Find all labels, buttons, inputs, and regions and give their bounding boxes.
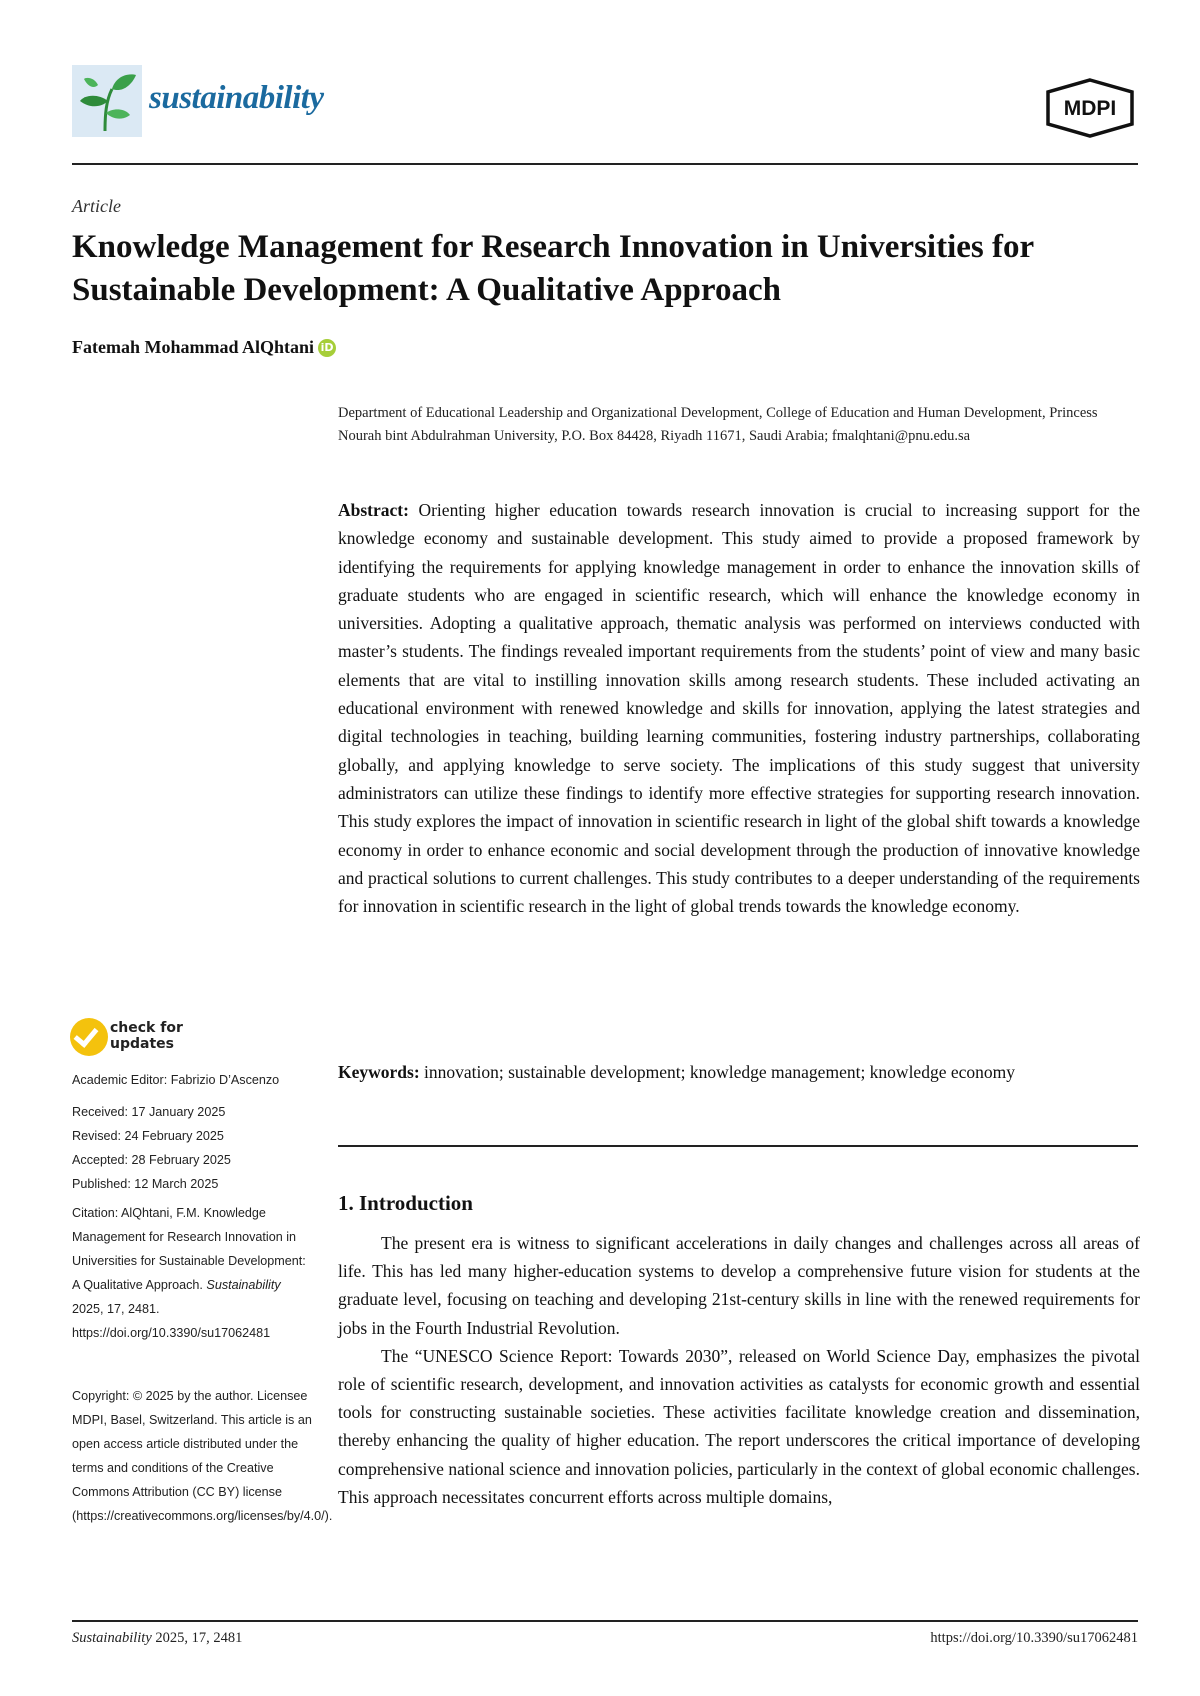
publication-dates xyxy=(72,1100,312,1196)
academic-editor: Academic Editor: Fabrizio D’Ascenzo xyxy=(72,1073,280,1087)
article-type: Article xyxy=(72,196,121,216)
citation: Citation: AlQhtani, F.M. Knowledge Management for Research Innovation in Universities for Sustainable Development: A Qualitative Approach. Sustainability 2025, 17, 2481. https://doi.org/10.3390/su17062481 xyxy=(72,1206,306,1340)
abstract-divider xyxy=(338,1145,1138,1147)
author-line xyxy=(72,337,336,358)
keywords xyxy=(338,1058,1140,1087)
footer-divider xyxy=(72,1620,1138,1622)
footer-volume: 2025, 17, 2481 xyxy=(155,1630,243,1646)
keywords-text: innovation; sustainable development; knowledge management; knowledge economy xyxy=(424,1062,1015,1082)
author-name: Fatemah Mohammad AlQhtani xyxy=(72,337,315,357)
mdpi-logo-icon xyxy=(1042,78,1138,138)
article-title: Knowledge Management for Research Innovation in Universities for Sustainable Development: A Qualitative Approach xyxy=(72,229,1034,308)
published-date: Published: 12 March 2025 xyxy=(72,1177,219,1191)
affiliation: Department of Educational Leadership and Organizational Development, College of Education and Human Development, Princess Nourah bint Abdulrahman University, P.O. Box 84428, Riyadh 11671, Saudi Arabia; fmalqhtani@pnu.edu.sa xyxy=(338,405,1098,444)
introduction-paragraph: The present era is witness to significant accelerations in daily changes and challenges across all areas of life. This has led many higher-education systems to develop a comprehensive future vision for students at the graduate level, focusing on teaching and developing 21st-century skills in line with the renewed requirements for jobs in the Fourth Industrial Revolution. xyxy=(338,1233,1140,1338)
citation-journal: Sustainability xyxy=(206,1278,281,1292)
keywords-label: Keywords: xyxy=(338,1062,420,1082)
abstract xyxy=(338,496,1140,920)
journal-name: sustainability xyxy=(149,80,324,116)
footer-journal: Sustainability xyxy=(72,1630,152,1646)
introduction-heading: 1. Introduction xyxy=(338,1191,473,1215)
check-for-updates-button[interactable] xyxy=(70,1018,190,1058)
revised-date: Revised: 24 February 2025 xyxy=(72,1129,224,1143)
abstract-label: Abstract: xyxy=(338,500,409,520)
mdpi-logo-text: MDPI xyxy=(1063,97,1117,120)
orcid-icon[interactable]: iD xyxy=(318,339,336,357)
copyright-notice: Copyright: © 2025 by the author. Licensee MDPI, Basel, Switzerland. This article is an open access article distributed under the terms and conditions of the Creative Commons Attribution (CC BY) license (https://creativecommons.org/licenses/by/4.0/). xyxy=(72,1389,333,1523)
footer-citation xyxy=(72,1630,242,1647)
received-date: Received: 17 January 2025 xyxy=(72,1105,226,1119)
introduction-body xyxy=(338,1229,1140,1511)
introduction-paragraph: The “UNESCO Science Report: Towards 2030”, released on World Science Day, emphasizes the pivotal role of scientific research, development, and innovation activities as catalysts for economic growth and essential tools for constructing sustainable societies. These activities facilitate knowledge creation and dissemination, thereby enhancing the quality of higher education. The report underscores the critical importance of developing comprehensive national science and innovation policies, particularly in the context of global economic challenges. This approach necessitates concurrent efforts across multiple domains, xyxy=(338,1345,1140,1507)
abstract-text: Orienting higher education towards research innovation is crucial to increasing support for the knowledge economy and sustainable development. This study aimed to provide a proposed framework by identifying the requirements for applying knowledge management in order to enhance the innovation skills of graduate students who are engaged in scientific research, which will enhance the knowledge economy in universities. Adopting a qualitative approach, thematic analysis was performed on interviews conducted with master’s students. The findings revealed important requirements from the students’ point of view and many basic elements that are vital to instilling innovation skills among research students. These included activating an educational environment with renewed knowledge and skills for innovation, applying the latest strategies and digital technologies in teaching, building learning communities, fostering industry partnerships, collaborating globally, and applying knowledge to serve society. The implications of this study suggest that university administrators can utilize these findings to identify more effective strategies for supporting research innovation. This study explores the impact of innovation in scientific research in light of the global shift towards a knowledge economy in order to enhance economic and social development through the production of innovative knowledge and practical solutions to current challenges. This study contributes to a deeper understanding of the requirements for innovation in scientific research in the light of global trends towards the knowledge economy. xyxy=(338,500,1141,917)
accepted-date: Accepted: 28 February 2025 xyxy=(72,1153,231,1167)
footer-doi-link[interactable]: https://doi.org/10.3390/su17062481 xyxy=(930,1630,1138,1646)
check-updates-label: check for updates xyxy=(110,1020,183,1052)
journal-logo-icon xyxy=(72,65,142,137)
header-divider xyxy=(72,163,1138,165)
check-icon xyxy=(70,1018,108,1056)
